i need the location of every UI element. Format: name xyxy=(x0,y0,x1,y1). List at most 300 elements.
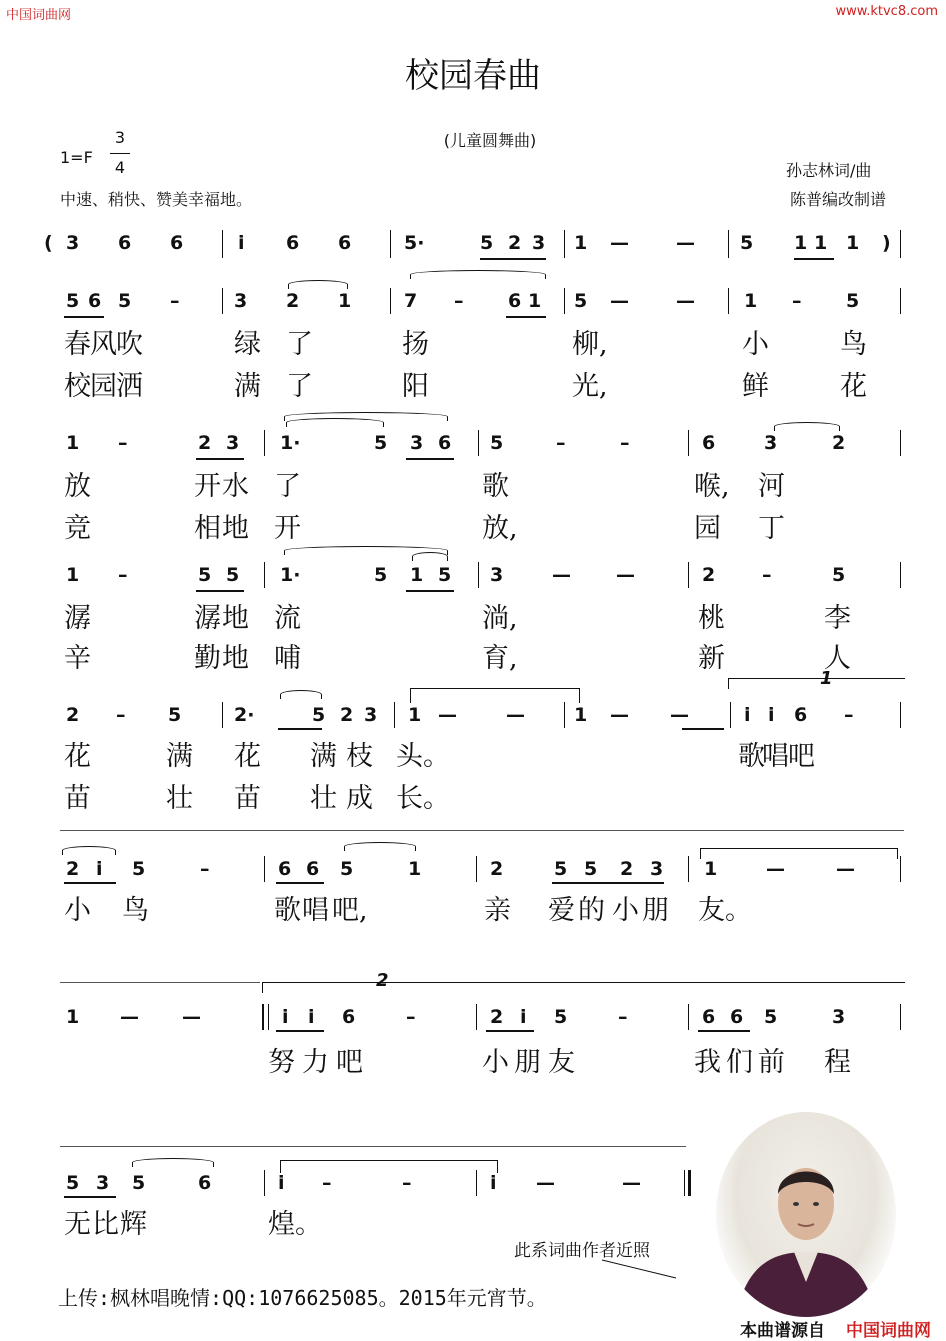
note: 6 xyxy=(794,704,808,726)
lyrics-line-6 xyxy=(62,1040,910,1078)
note: 2 xyxy=(198,432,212,454)
note: 2 xyxy=(66,704,80,726)
lyric-char: 们 xyxy=(726,1047,753,1078)
note: 3 xyxy=(234,290,248,312)
note: i xyxy=(768,704,775,726)
final-barline xyxy=(688,1170,691,1196)
note: 5 xyxy=(832,564,846,586)
note: 2 xyxy=(508,232,522,254)
note: 2 xyxy=(620,858,634,880)
beam xyxy=(196,458,244,460)
repeat-barline xyxy=(262,1004,264,1030)
lyric-char: 新 xyxy=(698,643,725,674)
lyric-char: 洒 xyxy=(116,371,143,402)
repeat-barline xyxy=(268,1004,269,1030)
lyric-char: 满 xyxy=(310,741,337,772)
lyric-char: 光, xyxy=(572,371,608,402)
note: i xyxy=(96,858,103,880)
lyric-char: 头。 xyxy=(396,741,450,772)
note: 1 xyxy=(574,232,588,254)
lyric-char: 成 xyxy=(346,783,373,814)
lyric-char: 潺 xyxy=(64,603,91,634)
barline xyxy=(688,430,689,456)
note: ( xyxy=(44,232,53,254)
note: 3 xyxy=(650,858,664,880)
note: — xyxy=(182,1006,201,1028)
note: 3 xyxy=(410,432,424,454)
lyric-char: 竞 xyxy=(64,513,91,544)
lyric-char: 花 xyxy=(64,741,91,772)
note: – xyxy=(792,290,802,312)
barline xyxy=(728,288,729,314)
note: 5 xyxy=(198,564,212,586)
lyric-char: 歌 xyxy=(738,741,765,772)
note: i xyxy=(282,1006,289,1028)
upload-info: 上传:枫林唱晚情:QQ:1076625085。2015年元宵节。 xyxy=(58,1286,547,1310)
note: 6 xyxy=(508,290,522,312)
lyrics-line-1b xyxy=(62,364,910,402)
note: 1· xyxy=(280,564,301,586)
lyric-char: 地 xyxy=(222,643,249,674)
tempo-marking: 中速、稍快、赞美幸福地。 xyxy=(60,190,253,209)
note: 1 xyxy=(846,232,860,254)
note: — xyxy=(676,232,695,254)
lyric-char: 小 xyxy=(612,895,639,926)
note: 6 xyxy=(730,1006,744,1028)
slur xyxy=(412,552,448,561)
note: 5 xyxy=(374,432,388,454)
lyric-char: 友。 xyxy=(698,895,752,926)
note: – xyxy=(556,432,566,454)
note: i xyxy=(744,704,751,726)
barline xyxy=(688,1004,689,1030)
lyric-char: 人 xyxy=(824,643,851,674)
beam xyxy=(682,728,724,730)
note: 2 xyxy=(490,858,504,880)
lyric-char: 放, xyxy=(482,513,518,544)
note: – xyxy=(116,704,126,726)
barline xyxy=(476,1004,477,1030)
note: – xyxy=(118,432,128,454)
lyrics-line-2b xyxy=(62,506,910,544)
lyric-char: 力 xyxy=(302,1047,329,1078)
lyric-char: 地 xyxy=(222,603,249,634)
note: 3 xyxy=(832,1006,846,1028)
note: 5 xyxy=(846,290,860,312)
lyric-char: 了 xyxy=(286,329,313,360)
lyric-char: 枝 xyxy=(346,741,373,772)
lyric-char: 柳, xyxy=(572,329,608,360)
lyrics-line-5 xyxy=(62,888,910,926)
note: — xyxy=(438,704,457,726)
lyric-char: 努 xyxy=(268,1047,295,1078)
note: 5 xyxy=(554,858,568,880)
lyric-char: 长。 xyxy=(396,783,450,814)
note: 2 xyxy=(702,564,716,586)
note: — xyxy=(120,1006,139,1028)
note: 5 xyxy=(574,290,588,312)
note: 6 xyxy=(702,432,716,454)
lyric-char: 辛 xyxy=(64,643,91,674)
lyric-char: 潺 xyxy=(194,603,221,634)
note: 5 xyxy=(340,858,354,880)
note: 5 xyxy=(66,290,80,312)
barline xyxy=(728,230,729,258)
lyric-char: 了 xyxy=(286,371,313,402)
lyric-char: 程 xyxy=(824,1047,851,1078)
barline xyxy=(390,288,391,314)
note: 3 xyxy=(532,232,546,254)
lyric-char: 苗 xyxy=(64,783,91,814)
lyric-char: 无 xyxy=(64,1209,91,1240)
lyrics-line-3b xyxy=(62,636,910,674)
lyric-char: 爱 xyxy=(548,895,575,926)
song-subtitle: (儿童圆舞曲) xyxy=(443,131,537,150)
note: – xyxy=(620,432,630,454)
barline xyxy=(222,702,223,728)
tie xyxy=(410,688,580,703)
note: – xyxy=(118,564,128,586)
note: 5 xyxy=(168,704,182,726)
barline xyxy=(264,562,265,588)
beam xyxy=(480,258,546,260)
note: 2 xyxy=(490,1006,504,1028)
barline xyxy=(478,562,479,588)
lyric-char: 朋 xyxy=(514,1047,541,1078)
note: 3 xyxy=(96,1172,110,1194)
lyrics-line-1a xyxy=(62,322,910,360)
note: — xyxy=(610,290,629,312)
note: 6 xyxy=(306,858,320,880)
lyric-char: 了 xyxy=(274,471,301,502)
lyric-char: 煌。 xyxy=(268,1209,322,1240)
ending-line xyxy=(60,1146,686,1147)
beam xyxy=(552,882,664,884)
slur xyxy=(410,270,546,279)
lyric-char: 的 xyxy=(578,895,605,926)
note: — xyxy=(670,704,689,726)
lyric-char: 相 xyxy=(194,513,221,544)
beam xyxy=(698,1030,750,1032)
lyric-char: 比 xyxy=(92,1209,119,1240)
lyric-char: 前 xyxy=(758,1047,785,1078)
note: i xyxy=(520,1006,527,1028)
slur xyxy=(288,280,348,289)
slur xyxy=(344,842,416,851)
lyric-char: 哺 xyxy=(274,643,301,674)
barline xyxy=(476,1170,477,1196)
note: 6 xyxy=(338,232,352,254)
lyric-char: 吧, xyxy=(332,895,368,926)
note: 3 xyxy=(490,564,504,586)
lyric-char: 春 xyxy=(64,329,91,360)
note: 5 xyxy=(554,1006,568,1028)
lyric-char: 我 xyxy=(694,1047,721,1078)
notation-line-2 xyxy=(62,432,910,462)
note: – xyxy=(618,1006,628,1028)
lyric-char: 育, xyxy=(482,643,518,674)
lyric-char: 淌, xyxy=(482,603,518,634)
note: — xyxy=(610,232,629,254)
beam xyxy=(64,316,104,318)
note: — xyxy=(616,564,635,586)
note: 1 xyxy=(408,704,422,726)
note: i xyxy=(490,1172,497,1194)
barline xyxy=(564,288,565,314)
note: – xyxy=(170,290,180,312)
barline xyxy=(476,856,477,882)
source-tag-site[interactable]: 中国词曲网 xyxy=(846,1321,931,1341)
lyric-char: 园 xyxy=(90,371,117,402)
beam xyxy=(276,882,324,884)
note: – xyxy=(406,1006,416,1028)
barline xyxy=(900,562,901,588)
beam xyxy=(406,590,454,592)
lyric-char: 水 xyxy=(222,471,249,502)
author-photo xyxy=(716,1112,896,1317)
barline xyxy=(264,856,265,882)
note: 6 xyxy=(198,1172,212,1194)
lyric-char: 开 xyxy=(274,513,301,544)
note: — xyxy=(536,1172,555,1194)
lyric-char: 小 xyxy=(742,329,769,360)
note: 6 xyxy=(278,858,292,880)
lyricist-composer: 孙志林词/曲 xyxy=(786,161,872,180)
barline xyxy=(478,430,479,456)
volta-bracket-2 xyxy=(262,982,905,993)
slur xyxy=(774,422,840,431)
note: – xyxy=(322,1172,332,1194)
note: 1 xyxy=(814,232,828,254)
slur xyxy=(132,1158,214,1167)
lyric-char: 吹 xyxy=(116,329,143,360)
time-sig-line xyxy=(110,153,130,154)
note: 5 xyxy=(764,1006,778,1028)
note: 5 xyxy=(118,290,132,312)
barline xyxy=(564,230,565,258)
lyric-char: 吧 xyxy=(788,741,815,772)
lyric-char: 满 xyxy=(234,371,261,402)
lyric-char: 开 xyxy=(194,471,221,502)
volta-line-left xyxy=(60,982,260,983)
slur xyxy=(280,690,322,699)
lyric-char: 李 xyxy=(824,603,851,634)
note: i xyxy=(278,1172,285,1194)
note: 2 xyxy=(66,858,80,880)
note: 2 xyxy=(286,290,300,312)
note: – xyxy=(454,290,464,312)
lyric-char: 风 xyxy=(90,329,117,360)
lyric-char: 歌 xyxy=(482,471,509,502)
notation-line-1 xyxy=(62,290,910,320)
note: 5 xyxy=(226,564,240,586)
note: — xyxy=(676,290,695,312)
beam xyxy=(64,882,116,884)
note: 5 xyxy=(132,858,146,880)
note: – xyxy=(200,858,210,880)
note: 5 xyxy=(312,704,326,726)
slur xyxy=(286,418,384,427)
lyric-char: 唱 xyxy=(762,741,789,772)
note: 5 xyxy=(490,432,504,454)
lyric-char: 阳 xyxy=(402,371,429,402)
lyric-char: 亲 xyxy=(484,895,511,926)
barline xyxy=(564,702,565,728)
note: 5 xyxy=(132,1172,146,1194)
note: 1 xyxy=(574,704,588,726)
barline xyxy=(688,562,689,588)
beam xyxy=(486,1030,534,1032)
note: 1 xyxy=(66,432,80,454)
note: — xyxy=(622,1172,641,1194)
barline xyxy=(390,230,391,258)
beam xyxy=(794,258,834,260)
site-watermark-left: 中国词曲网 xyxy=(6,8,72,23)
lyric-char: 壮 xyxy=(166,783,193,814)
lyric-char: 吧 xyxy=(336,1047,363,1078)
barline xyxy=(264,430,265,456)
lyric-char: 满 xyxy=(166,741,193,772)
lyric-char: 丁 xyxy=(758,513,785,544)
barline xyxy=(222,230,223,258)
lyric-char: 小 xyxy=(482,1047,509,1078)
note: 2 xyxy=(832,432,846,454)
note: ) xyxy=(882,232,891,254)
barline xyxy=(688,856,689,882)
note: 1 xyxy=(410,564,424,586)
note: 2· xyxy=(234,704,255,726)
beam xyxy=(196,590,244,592)
note: 3 xyxy=(364,704,378,726)
lyric-char: 扬 xyxy=(402,329,429,360)
note: 6 xyxy=(342,1006,356,1028)
note: 6 xyxy=(118,232,132,254)
site-watermark-right[interactable]: www.ktvc8.com xyxy=(835,4,938,19)
lyric-char: 绿 xyxy=(234,329,261,360)
note: 6 xyxy=(88,290,102,312)
lyric-char: 桃 xyxy=(698,603,725,634)
beam xyxy=(276,1030,324,1032)
note: 5 xyxy=(584,858,598,880)
time-sig-top: 3 xyxy=(114,128,126,147)
lyric-char: 喉, xyxy=(694,471,730,502)
lyric-char: 苗 xyxy=(234,783,261,814)
barline xyxy=(900,230,901,258)
barline xyxy=(394,702,395,728)
photo-caption: 此系词曲作者近照 xyxy=(514,1241,650,1261)
lyric-char: 鸟 xyxy=(122,895,149,926)
note: 6 xyxy=(438,432,452,454)
lyric-char: 勤 xyxy=(194,643,221,674)
note: — xyxy=(506,704,525,726)
note: 1 xyxy=(66,564,80,586)
notation-line-3 xyxy=(62,564,910,594)
lyric-char: 花 xyxy=(840,371,867,402)
note: 6 xyxy=(702,1006,716,1028)
barline xyxy=(730,702,731,728)
note: — xyxy=(766,858,785,880)
lyric-char: 花 xyxy=(234,741,261,772)
note: 5 xyxy=(438,564,452,586)
lyrics-line-3a xyxy=(62,596,910,634)
note: 5 xyxy=(66,1172,80,1194)
volta-bracket-1 xyxy=(728,678,905,689)
lyrics-line-4a xyxy=(62,734,910,772)
note: i xyxy=(308,1006,315,1028)
beam xyxy=(278,728,322,730)
note: 1 xyxy=(704,858,718,880)
lyric-char: 歌 xyxy=(274,895,301,926)
note: – xyxy=(844,704,854,726)
note: — xyxy=(610,704,629,726)
beam xyxy=(406,458,454,460)
section-divider xyxy=(60,830,904,831)
notation-line-5 xyxy=(62,858,910,888)
song-title: 校园春曲 xyxy=(405,56,541,96)
barline xyxy=(900,702,901,728)
notation-line-6 xyxy=(62,1006,910,1036)
note: 3 xyxy=(226,432,240,454)
final-barline xyxy=(684,1170,685,1196)
lyric-char: 小 xyxy=(64,895,91,926)
note: 6 xyxy=(286,232,300,254)
note: 1 xyxy=(528,290,542,312)
barline xyxy=(264,1170,265,1196)
lyric-char: 鸟 xyxy=(840,329,867,360)
lyric-char: 唱 xyxy=(302,895,329,926)
note: 1· xyxy=(280,432,301,454)
note: 3 xyxy=(764,432,778,454)
lyric-char: 地 xyxy=(222,513,249,544)
note: 1 xyxy=(66,1006,80,1028)
caption-arrow xyxy=(600,1256,680,1282)
note: 5 xyxy=(374,564,388,586)
slur xyxy=(62,846,116,855)
volta-number-2: 2 xyxy=(376,970,389,991)
lyric-char: 友 xyxy=(548,1047,575,1078)
key-signature: 1=F xyxy=(60,148,93,167)
tie xyxy=(280,1160,498,1173)
note: 3 xyxy=(66,232,80,254)
lyric-char: 校 xyxy=(64,371,91,402)
lyric-char: 朋 xyxy=(642,895,669,926)
barline xyxy=(900,430,901,456)
source-tag-text: 本曲谱源自 xyxy=(740,1321,825,1341)
note: – xyxy=(402,1172,412,1194)
beam xyxy=(64,1196,116,1198)
barline xyxy=(900,1004,901,1030)
note: 7 xyxy=(404,290,418,312)
notation-line-4 xyxy=(62,704,910,734)
lyric-char: 放 xyxy=(64,471,91,502)
lyric-char: 鲜 xyxy=(742,371,769,402)
barline xyxy=(900,288,901,314)
beam xyxy=(506,316,546,318)
lyric-char: 壮 xyxy=(310,783,337,814)
note: — xyxy=(836,858,855,880)
note: 5· xyxy=(404,232,425,254)
lyric-char: 辉 xyxy=(120,1209,147,1240)
lyric-char: 河 xyxy=(758,471,785,502)
note: 1 xyxy=(338,290,352,312)
note: 5 xyxy=(480,232,494,254)
note: 1 xyxy=(794,232,808,254)
barline xyxy=(222,288,223,314)
note: 1 xyxy=(744,290,758,312)
volta-number-1: 1 xyxy=(820,668,833,689)
lyrics-line-4b xyxy=(62,776,910,814)
lyrics-line-2a-extra xyxy=(62,464,910,502)
